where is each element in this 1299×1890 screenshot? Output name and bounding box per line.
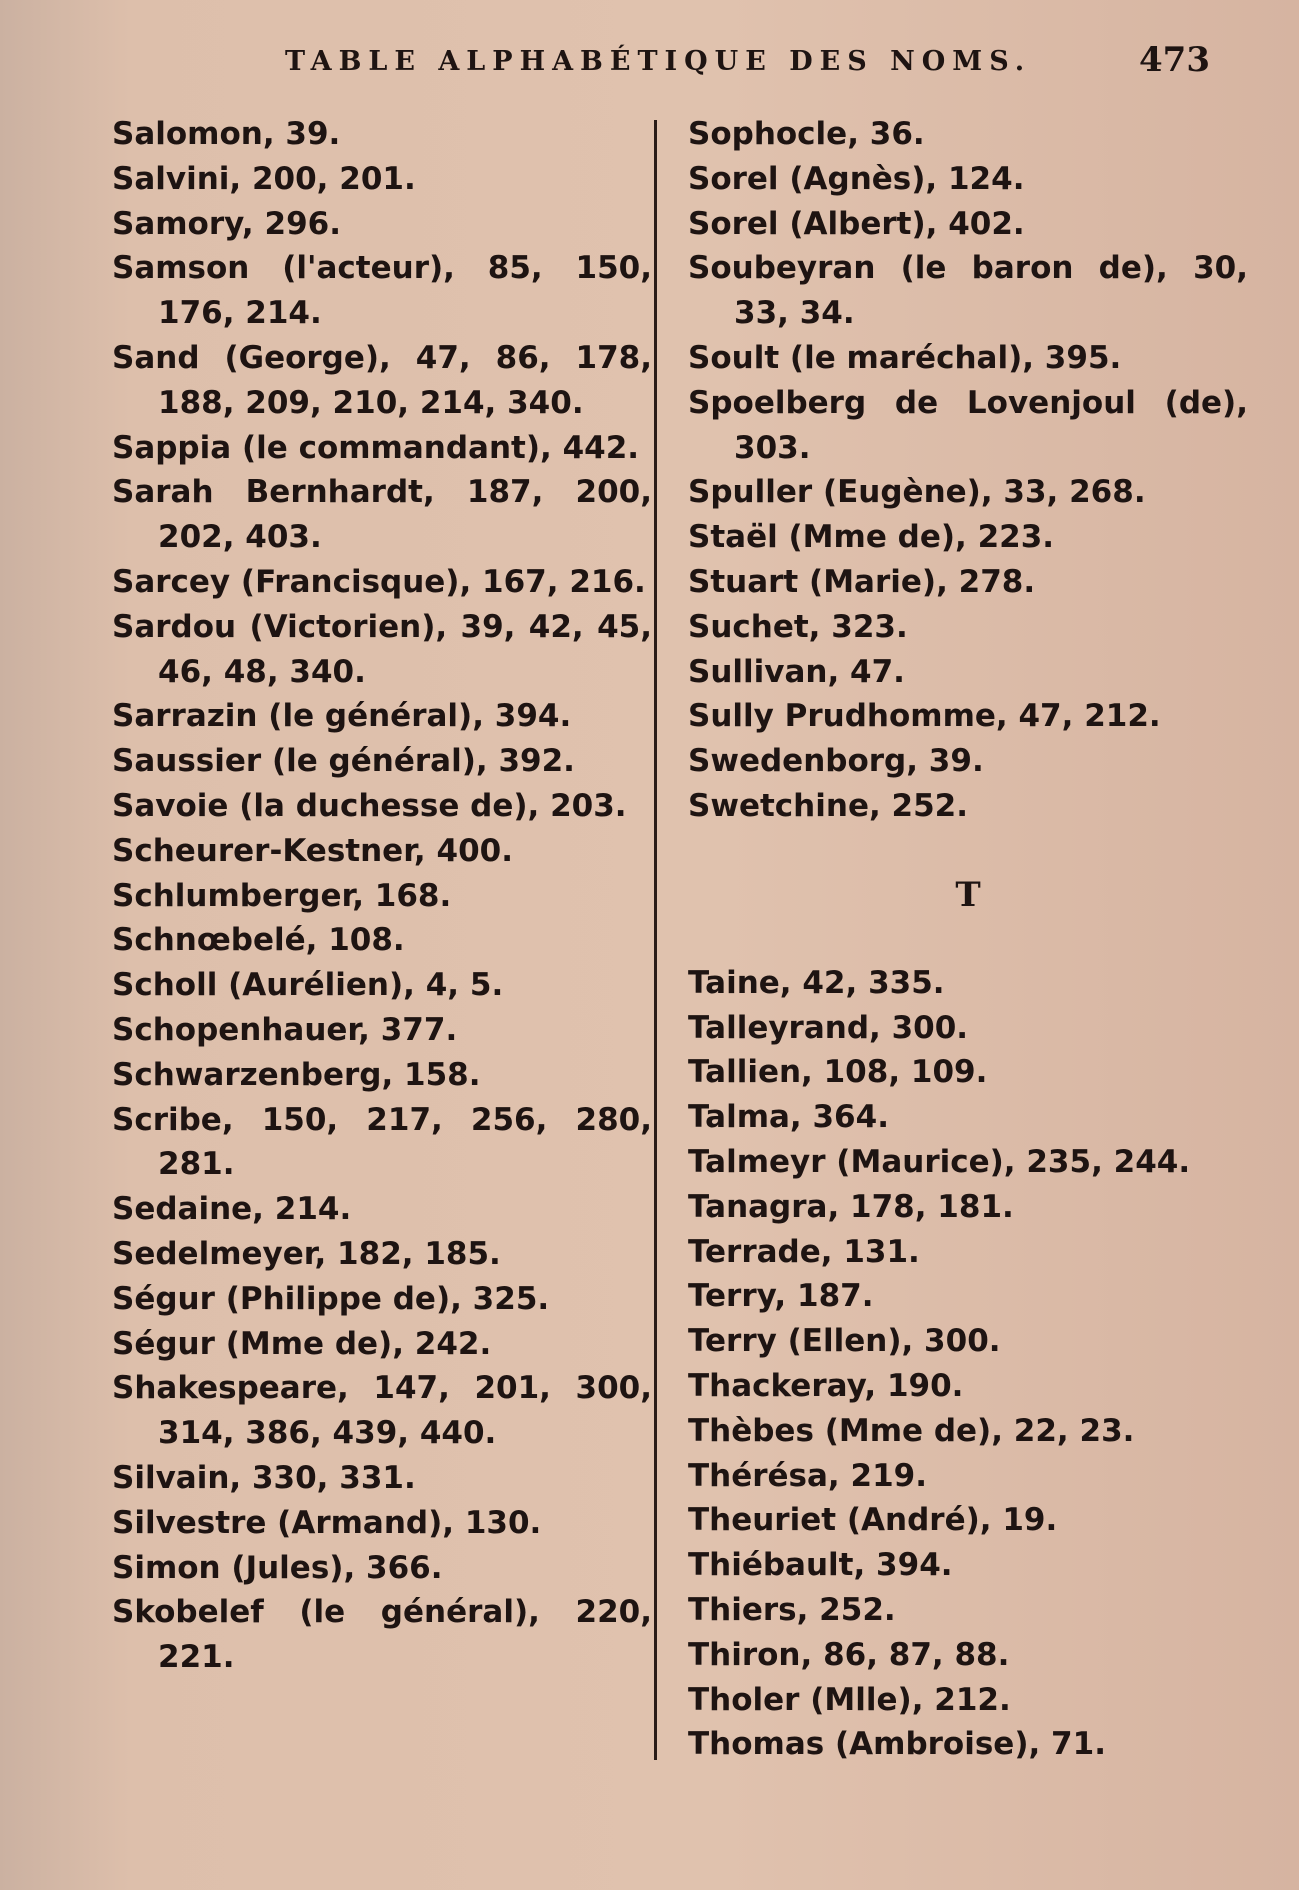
index-entry: Sedelmeyer, 182, 185. [112,1235,501,1272]
index-entry: Scholl (Aurélien), 4, 5. [112,967,504,1004]
index-entry: Terrade, 131. [688,1233,920,1270]
page-title: TABLE ALPHABÉTIQUE DES NOMS. [285,46,1032,77]
index-entry: Terry (Ellen), 300. [688,1323,1001,1360]
index-entry: Taine, 42, 335. [688,964,945,1001]
index-entry: Salomon, 39. [112,116,341,152]
index-entry: Swetchine, 252. [688,787,969,824]
index-entry: Schlumberger, 168. [112,877,452,914]
index-entry: Talma, 364. [688,1099,889,1136]
index-entry: Thackeray, 190. [688,1367,964,1404]
index-entry: Sappia (le commandant), 442. [112,429,640,466]
index-entry: Ségur (Philippe de), 325. [112,1280,550,1317]
index-entry: Shakespeare, 147, 201, 300, 314, 386, 439, 440. [112,1370,652,1452]
index-entry: Sorel (Agnès), 124. [688,160,1025,197]
index-entry: Thiers, 252. [688,1591,896,1628]
index-entry: Theuriet (André), 19. [688,1502,1058,1539]
index-entry: Spuller (Eugène), 33, 268. [688,474,1146,511]
index-entry: Skobelef (le général), 220, 221. [112,1594,652,1676]
running-head [110,38,1210,88]
index-entry: Sorel (Albert), 402. [688,205,1025,242]
column-divider [654,120,657,1760]
index-entry: Sedaine, 214. [112,1191,352,1228]
index-entry: Savoie (la duchesse de), 203. [112,787,627,824]
index-entry: Simon (Jules), 366. [112,1549,443,1586]
index-entry: Soult (le maréchal), 395. [688,339,1122,376]
page-number: 473 [1139,40,1210,80]
index-entry: Sarah Bernhardt, 187, 200, 202, 403. [112,474,652,556]
index-section-t [688,961,1248,1767]
index-entry: Sarcey (Francisque), 167, 216. [112,563,646,600]
index-entry: Saussier (le général), 392. [112,743,575,780]
index-entry: Staël (Mme de), 223. [688,519,1055,556]
index-entry: Schopenhauer, 377. [112,1011,458,1048]
index-entry: Scheurer-Kestner, 400. [112,832,513,869]
index-entry: Sully Prudhomme, 47, 212. [688,698,1161,735]
index-entry: Sardou (Victorien), 39, 42, 45, 46, 48, 340. [112,608,652,690]
index-entry: Thiron, 86, 87, 88. [688,1636,1010,1673]
index-entry: Swedenborg, 39. [688,743,984,780]
index-entry: Soubeyran (le baron de), 30, 33, 34. [688,250,1248,332]
index-entry: Silvestre (Armand), 130. [112,1504,542,1541]
index-entry: Tallien, 108, 109. [688,1054,988,1091]
index-entry: Samory, 296. [112,205,341,242]
index-entry: Salvini, 200, 201. [112,160,416,197]
section-letter-t: T [955,874,981,915]
index-entry: Thérésa, 219. [688,1457,927,1494]
index-entry: Samson (l'acteur), 85, 150, 176, 214. [112,250,652,332]
index-entry: Stuart (Marie), 278. [688,563,1036,600]
index-entry: Tholer (Mlle), 212. [688,1681,1011,1718]
index-column-right [688,112,1248,1767]
index-entry: Thomas (Ambroise), 71. [688,1726,1106,1763]
index-entry: Schwarzenberg, 158. [112,1056,481,1093]
index-entry: Thiébault, 394. [688,1547,953,1584]
index-section-s [688,112,1248,829]
index-entry: Sullivan, 47. [688,653,905,690]
index-entry: Talleyrand, 300. [688,1009,969,1046]
index-entry: Schnœbelé, 108. [112,922,405,959]
index-entry: Ségur (Mme de), 242. [112,1325,492,1362]
index-column-left [112,112,652,1680]
index-entry: Sarrazin (le général), 394. [112,698,572,735]
index-entry: Scribe, 150, 217, 256, 280, 281. [112,1101,652,1183]
index-entry: Suchet, 323. [688,608,908,645]
index-entry: Talmeyr (Maurice), 235, 244. [688,1143,1191,1180]
index-entry: Thèbes (Mme de), 22, 23. [688,1412,1135,1449]
index-entry: Sand (George), 47, 86, 178, 188, 209, 210, 214, 340. [112,339,652,421]
index-entry: Tanagra, 178, 181. [688,1188,1014,1225]
index-entry: Sophocle, 36. [688,116,925,152]
index-entry: Silvain, 330, 331. [112,1459,416,1496]
index-entry: Spoelberg de Lovenjoul (de), 303. [688,384,1248,466]
index-entry: Terry, 187. [688,1278,874,1315]
